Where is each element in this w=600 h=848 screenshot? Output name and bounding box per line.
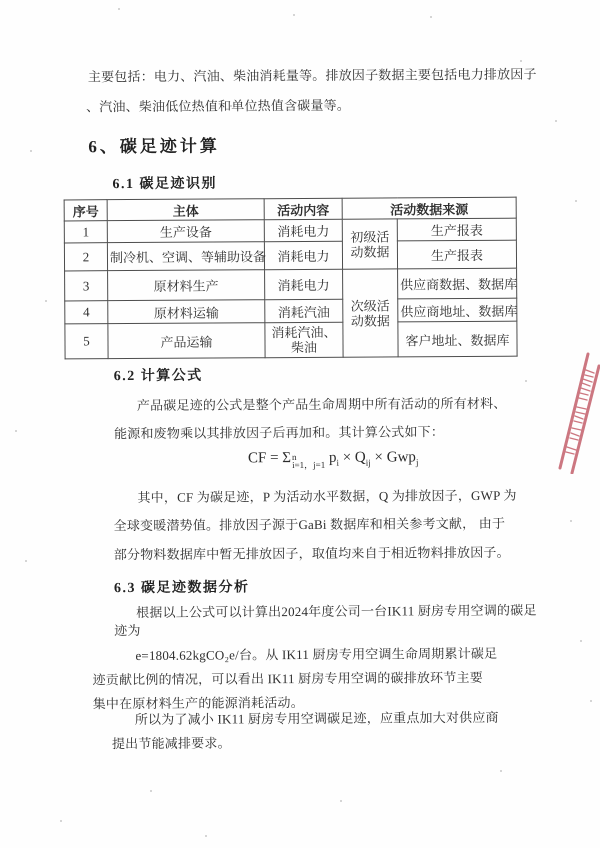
body-line: 根据以上公式可以计算出2024年度公司一台IK11 厨房专用空调的碳足: [136, 602, 537, 621]
table-cell: 消耗汽油: [265, 299, 343, 322]
formula-term-p-sub: i: [336, 457, 340, 468]
section-6-3-heading: 6.3 碳足迹数据分析: [113, 580, 250, 597]
table-cell: 生产设备: [107, 220, 264, 243]
table-cell: 原材料生产: [108, 270, 265, 301]
formula-term-q: Q: [354, 449, 366, 466]
table-cell: 2: [64, 243, 107, 271]
table-row: [64, 240, 516, 271]
body-line: 迹为: [114, 622, 141, 639]
table-cell: 消耗电力: [264, 219, 342, 241]
table-header-cell: 主体: [107, 199, 264, 221]
formula-term-q-sub: ij: [365, 457, 371, 468]
table-header-row: [64, 197, 516, 221]
table-row: [65, 268, 517, 301]
table-cell: 消耗电力: [264, 241, 342, 269]
table-cell: 供应商数据、数据库: [398, 268, 517, 299]
table-cell: 客户地址、数据库: [398, 321, 517, 357]
table-cell: 制冷机、空调、等辅助设备: [107, 242, 264, 271]
formula-term-gwp: Gwp: [386, 449, 416, 466]
intro-paragraph-line: 、汽油、柴油低位热值和单位热值含碳量等。: [86, 97, 351, 115]
formula-times: ×: [374, 449, 384, 466]
table-cell: 消耗汽油、柴油: [265, 322, 343, 357]
body-line: e=1804.62kgCO₂e/台。从 IK11 厨房专用空调生命周期累计碳足: [135, 645, 498, 664]
body-line: 其中，CF 为碳足迹，P 为活动水平数据，Q 为排放因子，GWP 为: [137, 487, 517, 505]
carbon-footprint-identification-table: [64, 197, 518, 360]
formula-term-gwp-sub: j: [415, 457, 419, 468]
section-6-1-heading: 6.1 碳足迹识别: [112, 176, 218, 193]
table-header-cell: 活动数据来源: [342, 197, 516, 219]
table-header-cell: 序号: [64, 200, 107, 221]
table-row: [65, 321, 517, 359]
formula-term-p: p: [328, 449, 337, 466]
table-cell: 产品运输: [108, 323, 265, 359]
table-cell: 供应商地址、数据库: [398, 298, 517, 322]
carbon-footprint-formula: [228, 449, 438, 469]
body-line: 能源和废物乘以其排放因子后再加和。其计算公式如下：: [114, 424, 445, 442]
table-header-cell: 活动内容: [264, 198, 342, 219]
table-cell: 3: [65, 271, 108, 301]
table-cell: 生产报表: [397, 240, 516, 269]
table-cell: 4: [65, 301, 108, 324]
formula-times: ×: [342, 449, 352, 466]
table-group-cell-primary-data: 初级活动数据: [342, 219, 397, 269]
section-6-heading: 6、碳足迹计算: [88, 136, 220, 157]
body-line: 迹贡献比例的情况，可以看出 IK11 厨房专用空调的碳排放环节主要: [92, 669, 483, 688]
formula-sigma-limits: [292, 453, 325, 469]
section-6-2-heading: 6.2 计算公式: [113, 368, 203, 385]
table-cell: 原材料运输: [108, 300, 265, 324]
table-row: [65, 298, 517, 324]
formula-lhs: CF = Σ: [247, 450, 292, 467]
formula-superscript: n: [291, 452, 297, 463]
table-cell: 消耗电力: [265, 269, 343, 299]
formula-subscript: i=1，j=1: [292, 459, 326, 471]
body-line: 全球变暖潜势值。排放因子源于GaBi 数据库和相关参考文献， 由于: [113, 515, 506, 534]
body-line: 集中在原材料生产的能源消耗活动。: [92, 694, 304, 712]
table-cell: 生产报表: [397, 218, 516, 241]
table-group-cell-secondary-data: 次级活动数据: [343, 269, 399, 357]
table-cell: 1: [64, 221, 107, 243]
body-line: 所以为了减小 IK11 厨房专用空调碳足迹，应重点加大对供应商: [134, 709, 499, 728]
table-cell: 5: [65, 324, 108, 359]
table-row: [64, 218, 516, 243]
body-line: 部分物料数据库中暂无排放因子，取值均来自于相近物料排放因子。: [113, 544, 510, 563]
body-line: 产品碳足迹的公式是整个产品生命周期中所有活动的所有材料、: [136, 395, 507, 413]
body-line: 提出节能减排要求。: [111, 735, 231, 752]
intro-paragraph-line: 主要包括：电力、汽油、柴油消耗量等。排放因子数据主要包括电力排放因子: [87, 66, 537, 85]
